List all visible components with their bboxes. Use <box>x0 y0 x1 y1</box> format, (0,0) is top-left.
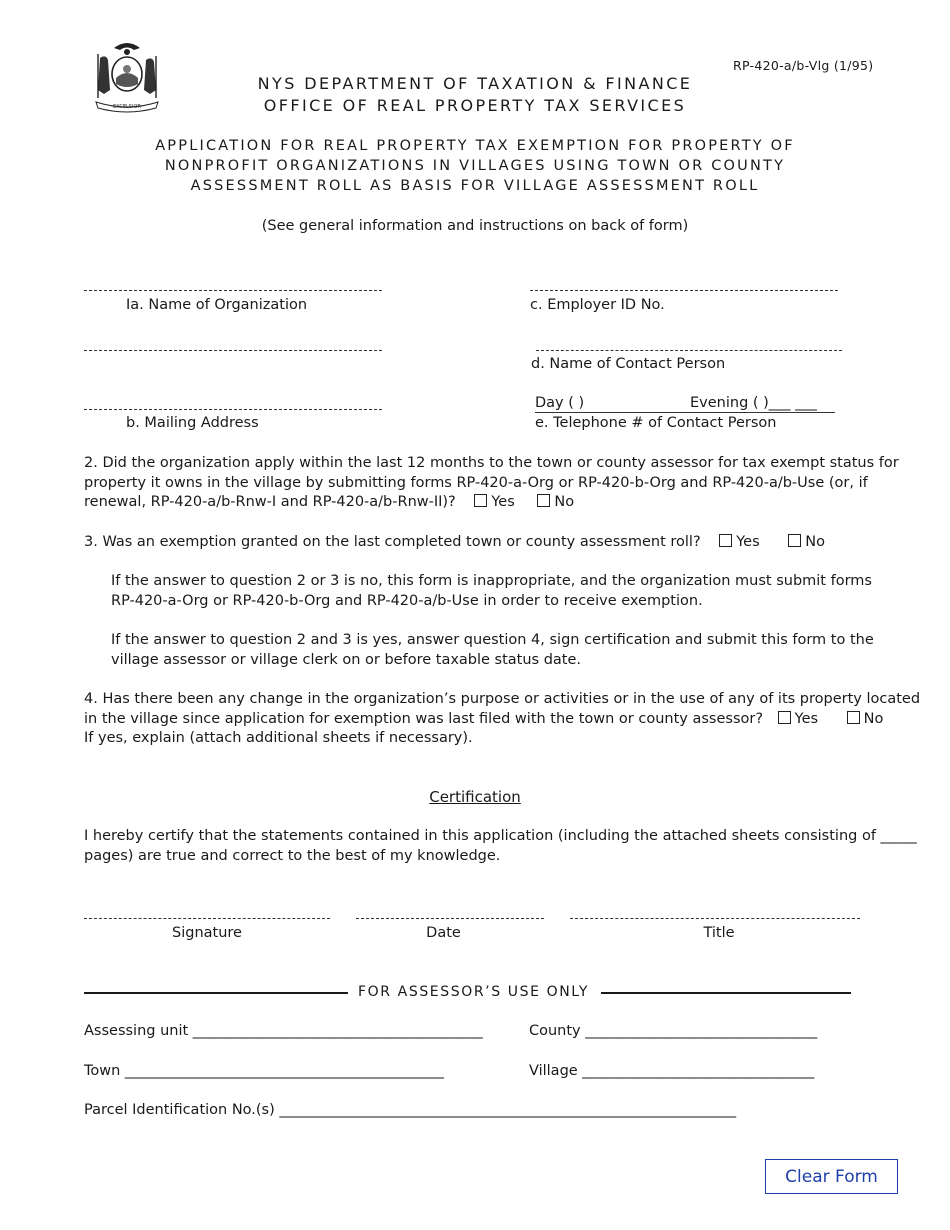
certification-text <box>84 827 917 866</box>
q2-yes-checkbox[interactable] <box>474 494 487 507</box>
phone-underline <box>535 412 835 413</box>
date-field[interactable] <box>356 918 544 919</box>
signature-label: Signature <box>172 925 242 941</box>
certification-heading: Certification <box>429 788 521 806</box>
q2-no-label: No <box>554 494 575 511</box>
telephone-label: e. Telephone # of Contact Person <box>535 415 777 431</box>
q3-yes-checkbox[interactable] <box>719 534 732 547</box>
county-field[interactable]: County ________________________________ <box>529 1023 818 1039</box>
info-paragraph-1 <box>111 572 872 611</box>
q2-yes-label: Yes <box>491 494 515 511</box>
contact-name-field[interactable] <box>536 350 842 351</box>
clear-form-button[interactable]: Clear Form <box>765 1159 898 1194</box>
q2-line-1: 2. Did the organization apply within the last 12 months to the town or county assessor for tax exempt status for <box>84 455 899 471</box>
mailing-address-label: b. Mailing Address <box>126 415 259 431</box>
form-title-line-2: NONPROFIT ORGANIZATIONS IN VILLAGES USING TOWN OR COUNTY <box>164 158 786 174</box>
form-id: RP-420-a/b-Vlg (1/95) <box>733 58 874 73</box>
q4-no-checkbox[interactable] <box>847 711 860 724</box>
employer-id-label: c. Employer ID No. <box>530 297 665 313</box>
certification-line-1: I hereby certify that the statements contained in this application (including the attached sheets consisting of _____ <box>84 828 917 844</box>
question-4 <box>84 690 920 749</box>
info1-line-1: If the answer to question 2 or 3 is no, this form is inappropriate, and the organization must submit forms <box>111 573 872 589</box>
q4-line-2: in the village since application for exemption was last filed with the town or county assessor? <box>84 710 764 727</box>
q2-line-2: property it owns in the village by submitting forms RP-420-a-Org or RP-420-b-Org and RP-420-a/b-Use (or, if <box>84 474 868 491</box>
q4-line-3: If yes, explain (attach additional sheets if necessary). <box>84 730 473 747</box>
assessing-unit-field[interactable]: Assessing unit ________________________________________ <box>84 1023 483 1039</box>
date-label: Date <box>426 925 461 941</box>
assessor-rule-right <box>601 992 851 994</box>
day-phone-field[interactable]: Day ( ) <box>535 395 585 411</box>
info2-line-2: village assessor or village clerk on or before taxable status date. <box>111 651 582 668</box>
contact-name-label: d. Name of Contact Person <box>531 356 726 372</box>
q2-no-option[interactable] <box>537 493 574 513</box>
q3-yes-label: Yes <box>736 534 760 550</box>
signature-field[interactable] <box>84 918 330 919</box>
info2-line-1: If the answer to question 2 and 3 is yes, answer question 4, sign certification and submit this form to the <box>111 632 874 648</box>
q4-yes-label: Yes <box>794 710 819 727</box>
assessor-rule-left <box>84 992 348 994</box>
dept-line-2: OFFICE OF REAL PROPERTY TAX SERVICES <box>263 96 687 115</box>
q4-no-label: No <box>863 710 884 727</box>
q4-yes-checkbox[interactable] <box>778 711 791 724</box>
q3-text: 3. Was an exemption granted on the last completed town or county assessment roll? <box>84 534 701 550</box>
q4-line-1: 4. Has there been any change in the organization’s purpose or activities or in the use of any of its property located <box>84 691 921 707</box>
title-label: Title <box>703 925 735 941</box>
q3-yes-option[interactable] <box>719 533 759 553</box>
org-name-field-line-2[interactable] <box>84 350 382 351</box>
assessor-heading: FOR ASSESSOR’S USE ONLY <box>358 984 589 1000</box>
dept-line-1: NYS DEPARTMENT OF TAXATION & FINANCE <box>257 74 693 93</box>
org-name-label: Ia. Name of Organization <box>126 297 308 313</box>
info1-line-2: RP-420-a-Org or RP-420-b-Org and RP-420-a/b-Use in order to receive exemption. <box>111 592 703 609</box>
form-title-line-1: APPLICATION FOR REAL PROPERTY TAX EXEMPTION FOR PROPERTY OF <box>155 138 795 154</box>
village-field[interactable]: Village ________________________________ <box>529 1063 815 1079</box>
title-field[interactable] <box>570 918 860 919</box>
form-title-line-3: ASSESSMENT ROLL AS BASIS FOR VILLAGE ASSESSMENT ROLL <box>190 178 760 194</box>
q4-no-option[interactable] <box>847 710 884 730</box>
town-field[interactable]: Town ____________________________________________ <box>84 1063 444 1079</box>
info-paragraph-2 <box>111 631 874 670</box>
q4-yes-option[interactable] <box>778 710 818 730</box>
org-name-field[interactable] <box>84 290 382 291</box>
parcel-id-field[interactable]: Parcel Identification No.(s) _______________________________________________________________ <box>84 1102 737 1118</box>
q3-no-option[interactable] <box>788 533 825 553</box>
question-2 <box>84 454 899 513</box>
q2-no-checkbox[interactable] <box>537 494 550 507</box>
employer-id-field[interactable] <box>530 290 838 291</box>
q2-line-3: renewal, RP-420-a/b-Rnw-I and RP-420-a/b-Rnw-II)? <box>84 494 456 511</box>
instructions-note: (See general information and instructions on back of form) <box>261 218 689 234</box>
evening-phone-field[interactable]: Evening ( )___ ___ <box>690 395 817 411</box>
q2-yes-option[interactable] <box>474 493 514 513</box>
certification-line-2: pages) are true and correct to the best of my knowledge. <box>84 847 501 864</box>
mailing-address-field[interactable] <box>84 409 382 410</box>
question-3 <box>84 533 825 553</box>
seal-motto: EXCELSIOR <box>113 104 141 110</box>
q3-no-label: No <box>805 534 825 550</box>
q3-no-checkbox[interactable] <box>788 534 801 547</box>
